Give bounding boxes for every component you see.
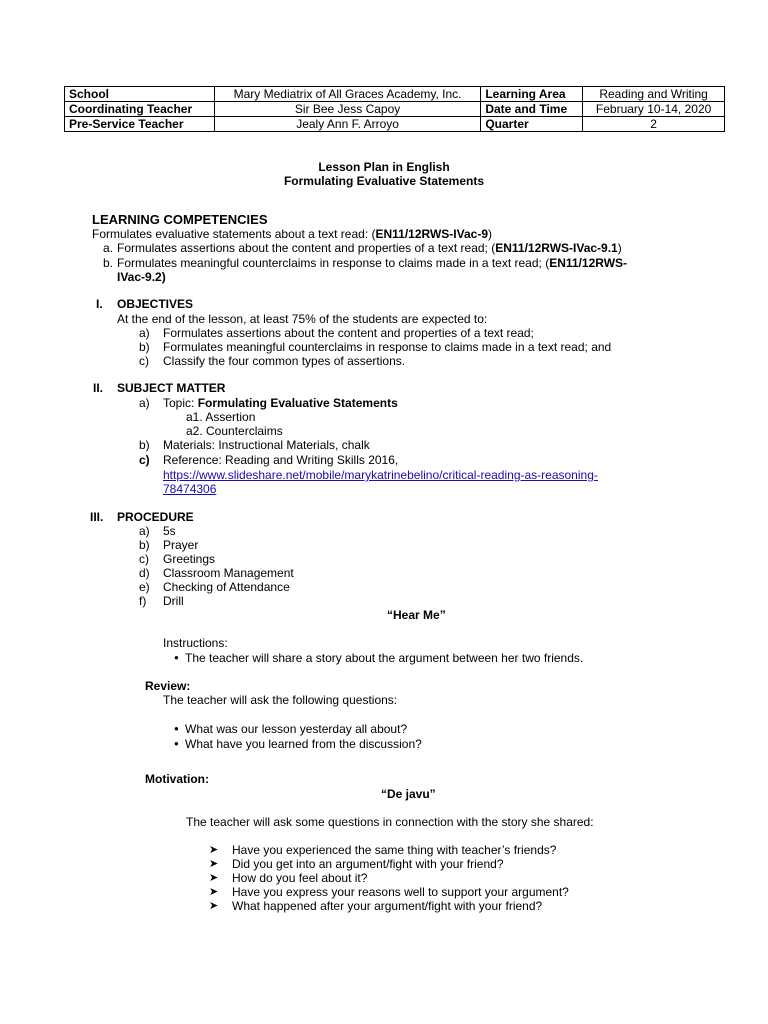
competency-b: Formulates meaningful counterclaims in response to claims made in a text read; (EN11/12RWS- [117,256,628,270]
table-value: Mary Mediatrix of All Graces Academy, Inc. [214,87,480,102]
list-marker: c) [139,552,149,566]
list-item: Formulates assertions about the content and properties of a text read; [163,326,534,340]
list-marker: c) [139,354,149,368]
table-key: School [65,87,215,102]
header-table [64,86,725,132]
table-value: 2 [583,117,725,132]
subject-number: II. [93,381,104,395]
table-row [65,87,725,102]
procedure-number: III. [90,510,104,524]
list-marker: f) [139,594,147,608]
competency-a: Formulates assertions about the content and properties of a text read; (EN11/12RWS-IVac-9.1) [117,241,622,255]
table-key: Learning Area [481,87,583,102]
list-marker: b) [139,438,150,452]
table-key: Quarter [481,117,583,132]
list-marker: a) [139,396,150,410]
objectives-heading: OBJECTIVES [117,297,194,311]
materials-line: Materials: Instructional Materials, chalk [163,438,370,452]
instruction-bullet: ● The teacher will share a story about the argument between her two friends. [185,651,583,665]
list-marker: e) [139,580,150,594]
list-item: Greetings [163,552,216,566]
arrow-bullet-icon: ➤ [209,872,219,884]
motivation-heading: Motivation: [145,772,209,786]
table-key: Pre-Service Teacher [65,117,215,132]
list-item: Classroom Management [163,566,294,580]
competency-b-code: IVac-9.2) [117,270,166,284]
list-item: Prayer [163,538,199,552]
document-title: Lesson Plan in English [318,160,450,174]
procedure-heading: PROCEDURE [117,510,194,524]
list-item: Classify the four common types of assertions. [163,354,406,368]
motivation-question: What happened after your argument/fight with your friend? [232,899,543,913]
objectives-number: I. [96,297,103,311]
competency-a-marker: a. [103,241,114,255]
subject-heading: SUBJECT MATTER [117,381,226,395]
competencies-heading: LEARNING COMPETENCIES [92,212,268,227]
objectives-intro: At the end of the lesson, at least 75% of the students are expected to: [117,312,488,326]
motivation-question: Have you express your reasons well to support your argument? [232,885,569,899]
arrow-bullet-icon: ➤ [209,858,219,870]
list-item: Drill [163,594,184,608]
table-row [65,102,725,117]
table-row [65,117,725,132]
motivation-intro: The teacher will ask some questions in connection with the story she shared: [186,815,594,829]
table-value: Jealy Ann F. Arroyo [214,117,480,132]
list-item: 5s [163,524,176,538]
review-intro: The teacher will ask the following questions: [163,693,398,707]
list-marker: a) [139,326,150,340]
list-marker: a) [139,524,150,538]
list-item: Formulates meaningful counterclaims in response to claims made in a text read; and [163,340,612,354]
reference-line: Reference: Reading and Writing Skills 2016, [163,453,399,467]
list-item: Checking of Attendance [163,580,290,594]
arrow-bullet-icon: ➤ [209,900,219,912]
drill-title: “Hear Me” [387,608,446,622]
document-subtitle: Formulating Evaluative Statements [283,174,485,188]
table-key: Coordinating Teacher [65,102,215,117]
list-marker: b) [139,340,150,354]
review-heading: Review: [145,679,191,693]
list-marker: b) [139,538,150,552]
reference-link-cont[interactable]: 78474306 [163,482,217,496]
competencies-intro: Formulates evaluative statements about a text read: (EN11/12RWS-IVac-9) [92,227,492,241]
table-key: Date and Time [481,102,583,117]
table-value: February 10-14, 2020 [583,102,725,117]
motivation-question: How do you feel about it? [232,871,368,885]
list-marker: c) [139,453,150,467]
topic-sub-a1: a1. Assertion [186,410,256,424]
table-value: Reading and Writing [583,87,725,102]
competency-b-marker: b. [103,256,114,270]
motivation-title: “De javu” [381,787,436,801]
review-bullet: ● What was our lesson yesterday all about? [185,722,407,736]
motivation-question: Have you experienced the same thing with teacher’s friends? [232,843,557,857]
instructions-label: Instructions: [163,636,228,650]
motivation-question: Did you get into an argument/fight with your friend? [232,857,504,871]
arrow-bullet-icon: ➤ [209,886,219,898]
table-value: Sir Bee Jess Capoy [214,102,480,117]
review-bullet: ● What have you learned from the discussion? [185,737,422,751]
list-marker: d) [139,566,150,580]
arrow-bullet-icon: ➤ [209,844,219,856]
reference-link[interactable]: https://www.slideshare.net/mobile/marykatrinebelino/critical-reading-as-reasoning- [163,468,598,482]
topic-sub-a2: a2. Counterclaims [186,424,283,438]
topic-line: Topic: Formulating Evaluative Statements [163,396,398,410]
